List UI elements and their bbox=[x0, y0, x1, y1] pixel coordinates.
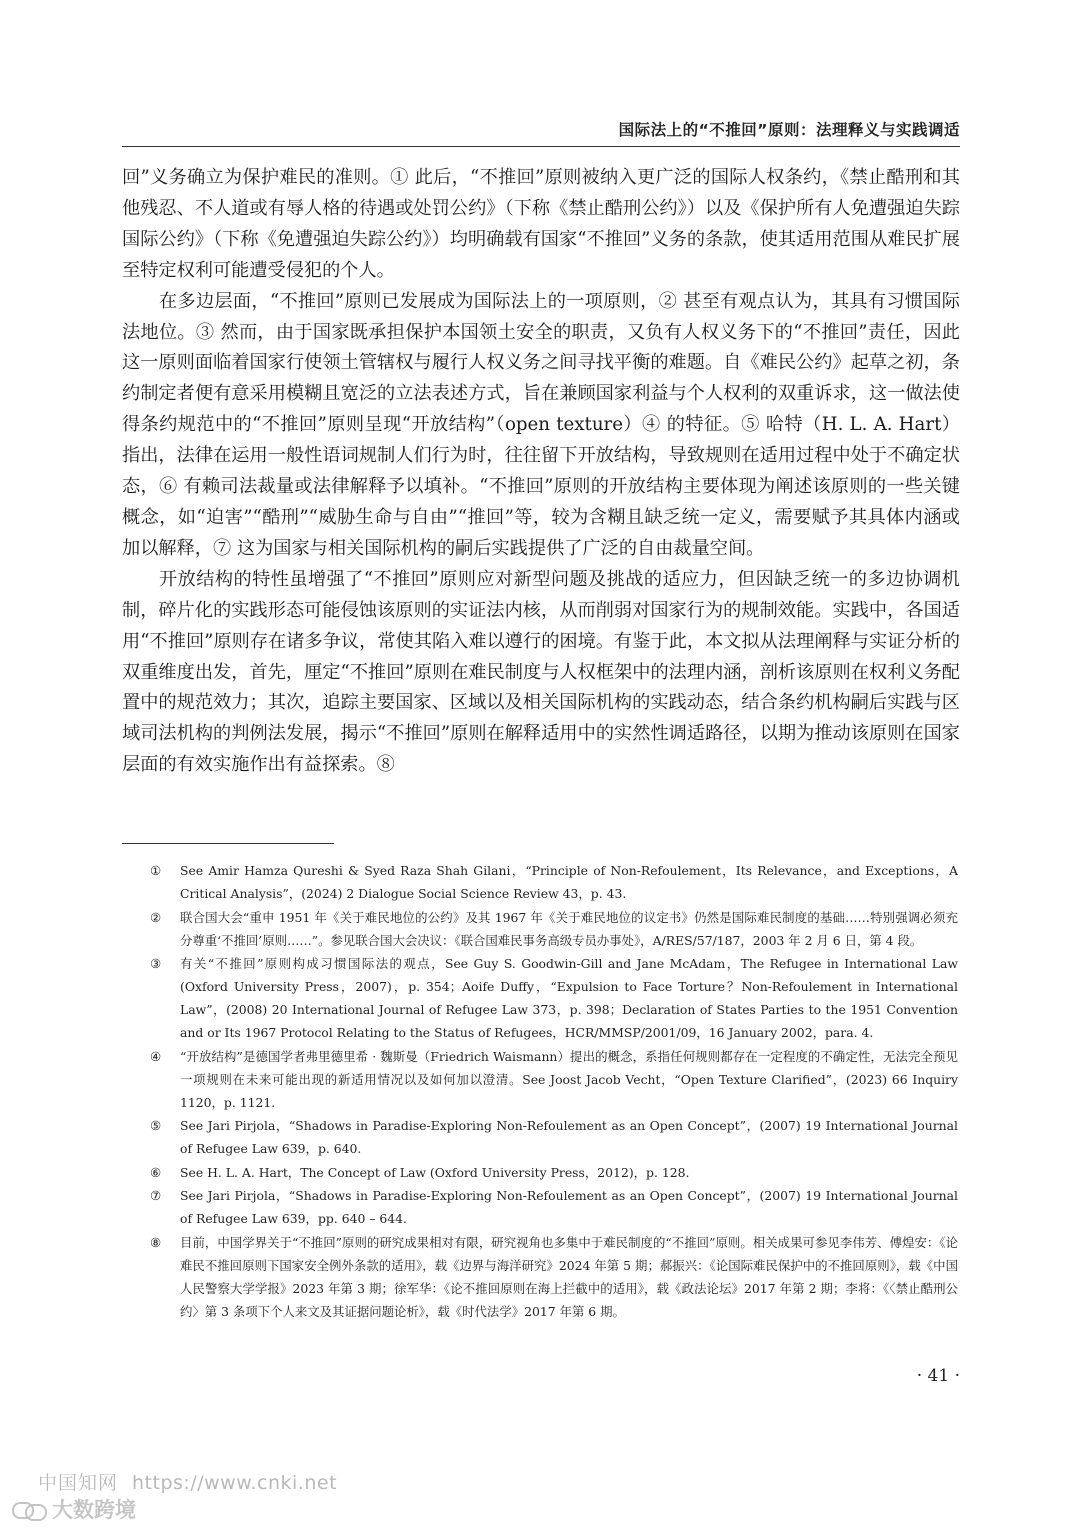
footnote-mark: ⑤ bbox=[150, 1118, 162, 1133]
footnote-mark: ④ bbox=[150, 1048, 162, 1064]
footnote-7 bbox=[150, 1184, 958, 1230]
footnote-2 bbox=[150, 906, 958, 952]
footnote-4 bbox=[150, 1045, 958, 1114]
footnote-3 bbox=[150, 952, 958, 1044]
chat-bubbles-icon bbox=[12, 1500, 48, 1522]
footnote-5 bbox=[150, 1114, 958, 1160]
header-rule bbox=[122, 146, 960, 147]
footnote-rule bbox=[122, 843, 334, 844]
footnote-8 bbox=[150, 1231, 958, 1323]
paragraph-2: 在多边层面，“不推回”原则已发展成为国际法上的一项原则，② 甚至有观点认为，其具有习惯国际法地位。③ 然而，由于国家既承担保护本国领土安全的职责，又负有人权义务下的“不推回”责任，因此这一原则面临着国家行使领土管辖权与履行人权义务之间寻找平衡的难题。自《难民公约》起草之初，条约制定者便有意采用模糊且宽泛的立法表述方式，旨在兼顾国家利益与个人权利的双重诉求，这一做法使得条约规范中的“不推回”原则呈现“开放结构”（open texture）④ 的特征。⑤ 哈特（H. L. A. Hart）指出，法律在运用一般性语词规制人们行为时，往往留下开放结构，导致规则在适用过程中处于不确定状态，⑥ 有赖司法裁量或法律解释予以填补。“不推回”原则的开放结构主要体现为阐述该原则的一些关键概念，如“迫害”“酷刑”“威胁生命与自由”“推回”等，较为含糊且缺乏统一定义，需要赋予其具体内涵或加以解释，⑦ 这为国家与相关国际机构的嗣后实践提供了广泛的自由裁量空间。 bbox=[122, 290, 960, 559]
watermark-sub-brand: 大数跨境 bbox=[52, 1498, 136, 1522]
footnote-text: See Jari Pirjola，“Shadows in Paradise-Exploring Non-Refoulement as an Open Concept”，(2007) 19 International Journal of Refugee Law 639，p. 640. bbox=[180, 1118, 958, 1156]
cnki-watermark bbox=[38, 1468, 337, 1495]
footnote-text: See H. L. A. Hart，The Concept of Law (Oxford University Press，2012)，p. 128. bbox=[180, 1164, 690, 1180]
paragraph-3: 开放结构的特性虽增强了“不推回”原则应对新型问题及挑战的适应力，但因缺乏统一的多边协调机制，碎片化的实践形态可能侵蚀该原则的实证法内核，从而削弱对国家行为的规制效能。实践中，各国适用“不推回”原则存在诸多争议，常使其陷入难以遵行的困境。有鉴于此，本文拟从法理阐释与实证分析的双重维度出发，首先，厘定“不推回”原则在难民制度与人权框架中的法理内涵，剖析该原则在权利义务配置中的规范效力；其次，追踪主要国家、区域以及相关国际机构的实践动态，结合条约机构嗣后实践与区域司法机构的判例法发展，揭示“不推回”原则在解释适用中的实然性调适路径，以期为推动该原则在国家层面的有效实施作出有益探索。⑧ bbox=[122, 568, 960, 776]
footnote-text: See Amir Hamza Qureshi & Syed Raza Shah Gilani，“Principle of Non-Refoulement，Its Relevance，and Exceptions，A Critical Analysis”，(2024) 2 Dialogue Social Science Review 43，p. 43. bbox=[180, 863, 958, 901]
footnote-text: “开放结构”是德国学者弗里德里希 · 魏斯曼（Friedrich Waismann）提出的概念，系指任何规则都存在一定程度的不确定性，无法完全预见一项规则在未来可能出现的新适用情况以及如何加以澄清。See Joost Jacob Vecht，“Open Texture Clarified”，(2023) 66 Inquiry 1120，p. 1121. bbox=[180, 1048, 958, 1110]
paragraph-1: 回”义务确立为保护难民的准则。① 此后，“不推回”原则被纳入更广泛的国际人权条约，《禁止酷刑和其他残忍、不人道或有辱人格的待遇或处罚公约》（下称《禁止酷刑公约》）以及《保护所有人免遭强迫失踪国际公约》（下称《免遭强迫失踪公约》）均明确载有国家“不推回”义务的条款，使其适用范围从难民扩展至特定权利可能遭受侵犯的个人。 bbox=[122, 167, 960, 281]
footnote-6 bbox=[150, 1161, 958, 1184]
footnote-text: 有关“不推回”原则构成习惯国际法的观点，See Guy S. Goodwin-Gill and Jane McAdam，The Refugee in International Law (Oxford University Press，2007)，p. 354；Aoife Duffy，“Expulsion to Face Torture？Non-Refoulement in International Law”，(2008) 20 International Journal of Refugee Law 373，p. 398；Declaration of States Parties to the 1951 Convention and or Its 1967 Protocol Relating to the Status of Refugees，HCR/MMSP/2001/09，16 January 2002，para. 4. bbox=[180, 956, 958, 1040]
running-header: 国际法上的“不推回”原则：法理释义与实践调适 bbox=[618, 121, 960, 139]
body-text bbox=[122, 163, 960, 781]
footnote-mark: ② bbox=[150, 909, 162, 925]
page-number: · 41 · bbox=[916, 1366, 960, 1386]
footnote-mark: ⑦ bbox=[150, 1188, 162, 1203]
footnote-1 bbox=[150, 859, 958, 905]
watermark-brand: 中国知网 bbox=[38, 1472, 119, 1494]
footnote-mark: ③ bbox=[150, 956, 162, 971]
footnote-text: 联合国大会“重申 1951 年《关于难民地位的公约》及其 1967 年《关于难民地位的议定书》仍然是国际难民制度的基础……特别强调必须充分尊重‘不推回’原则……”。参见联合国大会决议：《联合国难民事务高级专员办事处》，A/RES/57/187，2003 年 2 月 6 日，第 4 段。 bbox=[180, 909, 958, 948]
watermark-url: https://www.cnki.net bbox=[132, 1472, 338, 1494]
footnote-mark: ⑥ bbox=[150, 1164, 162, 1180]
footnote-text: See Jari Pirjola，“Shadows in Paradise-Exploring Non-Refoulement as an Open Concept”，(2007) 19 International Journal of Refugee Law 639，pp. 640 – 644. bbox=[180, 1188, 958, 1226]
footnotes bbox=[150, 859, 958, 1323]
footnote-mark: ① bbox=[150, 863, 162, 878]
sub-watermark bbox=[12, 1494, 136, 1524]
footnote-text: 目前，中国学界关于“不推回”原则的研究成果相对有限，研究视角也多集中于难民制度的“不推回”原则。相关成果可参见李伟芳、傅煌安：《论难民不推回原则下国家安全例外条款的适用》，载《边界与海洋研究》2024 年第 5 期；郝振兴：《论国际难民保护中的不推回原则》，载《中国人民警察大学学报》2023 年第 3 期；徐军华：《论不推回原则在海上拦截中的适用》，载《政法论坛》2017 年第 2 期；李将：《〈禁止酷刑公约〉第 3 条项下个人来文及其证据问题论析》，载《时代法学》2017 年第 6 期。 bbox=[180, 1234, 958, 1319]
footnote-mark: ⑧ bbox=[150, 1234, 162, 1250]
